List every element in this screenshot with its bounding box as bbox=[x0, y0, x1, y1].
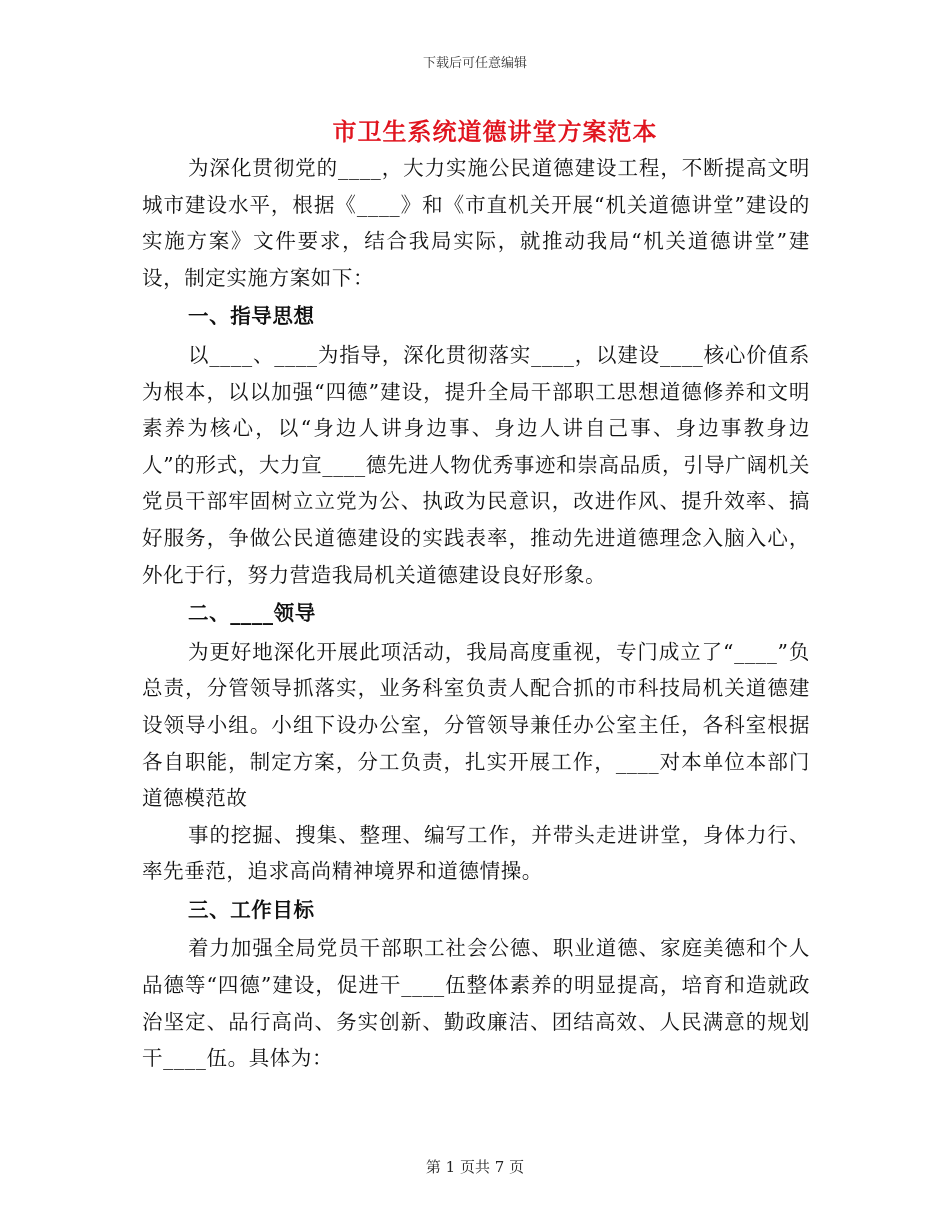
document-title: 市卫生系统道德讲堂方案范本 bbox=[332, 117, 658, 146]
section-paragraph: 着力加强全局党员干部职工社会公德、职业道德、家庭美德和个人品德等“四德”建设，促进干____伍整体素养的明显提高，培育和造就政治坚定、品行高尚、务实创新、勤政廉洁、团结高效、人民满意的规划干____伍。具体为： bbox=[142, 936, 810, 1071]
section-paragraph: 事的挖掘、搜集、整理、编写工作，并带头走进讲堂，身体力行、率先垂范，追求高尚精神境界和道德情操。 bbox=[142, 822, 810, 884]
intro-paragraph: 为深化贯彻党的____，大力实施公民道德建设工程，不断提高文明城市建设水平，根据《____》和《市直机关开展“机关道德讲堂”建设的实施方案》文件要求，结合我局实际，就推动我局“机关道德讲堂”建设，制定实施方案如下： bbox=[142, 156, 810, 290]
document-body bbox=[142, 150, 810, 1077]
section-paragraph: 为更好地深化开展此项活动，我局高度重视，专门成立了“____”负总责，分管领导抓落实，业务科室负责人配合抓的市科技局机关道德建设领导小组。小组下设办公室，分管领导兼任办公室主任，各科室根据各自职能，制定方案，分工负责，扎实开展工作，____对本单位本部门道德模范故 bbox=[142, 639, 810, 811]
section-heading-work-goals: 三、工作目标 bbox=[188, 897, 315, 922]
page-number: 第 1 页共 7 页 bbox=[425, 1158, 525, 1176]
section-paragraph: 以____、____为指导，深化贯彻落实____，以建设____核心价值系为根本，以以加强“四德”建设，提升全局干部职工思想道德修养和文明素养为核心，以“身边人讲身边事、身边人讲自己事、身边事教身边人”的形式，大力宣____德先进人物优秀事迹和崇高品质，引导广阔机关党员干部牢固树立立党为公、执政为民意识，改进作风、提升效率、搞好服务，争做公民道德建设的实践表率，推动先进道德理念入脑入心，外化于行，努力营造我局机关道德建设良好形象。 bbox=[142, 342, 810, 587]
header-note: 下载后可任意编辑 bbox=[422, 56, 527, 71]
section-heading-leadership: 二、____领导 bbox=[188, 601, 316, 626]
section-heading-guiding-ideology: 一、指导思想 bbox=[188, 304, 315, 329]
